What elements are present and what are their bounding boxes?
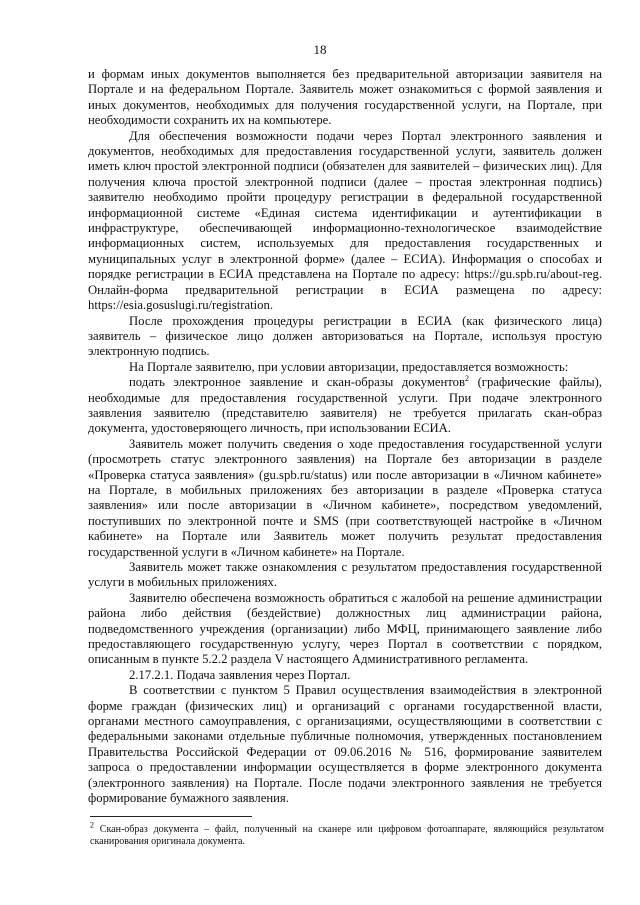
paragraph-3: После прохождения процедуры регистрации в ЕСИА (как физического лица) заявитель – физическое лицо должен авторизоваться на Портале, используя простую электронную подпись. xyxy=(88,313,602,359)
paragraph-5-end: (графические файлы), необходимые для предоставления государственной услуги. При подаче электронного заявления заявителю (представителю заявителя) не требуется прилагать скан-образ документа, удостоверяющего личность, при использовании ЕСИА. xyxy=(88,375,602,436)
section-heading: 2.17.2.1. Подача заявления через Портал. xyxy=(129,667,351,682)
footnote-separator xyxy=(90,816,252,817)
paragraph-10: В соответствии с пунктом 5 Правил осуществления взаимодействия в электронной форме граждан (физических лиц) и организаций с органами государственной власти, органами местного самоуправления, с организациями, осуществляющими в соответствии с федеральными законами отдельные публичные полномочия, утвержденных постановлением Правительства Российской Федерации от 09.06.2016 № 516, формирование заявителем запроса о предоставлении информации осуществляется в форме электронного документа (электронного заявления) на Портале. После подачи электронного заявления не требуется формирование бумажного заявления. xyxy=(88,683,602,806)
paragraph-4: На Портале заявителю, при условии авторизации, предоставляется возможность: xyxy=(129,359,569,374)
paragraph-8: Заявителю обеспечена возможность обратиться с жалобой на решение администрации района либо действия (бездействие) должностных лиц администрации района, подведомственного учреждения (организации) либо МФЦ, принимающего заявление либо предоставляющего государственную услугу, через Портал в соответствии с порядком, описанным в пункте 5.2.2 раздела V настоящего Административного регламента. xyxy=(88,590,602,667)
paragraph-6: Заявитель может получить сведения о ходе предоставления государственной услуги (просмотреть статус электронного заявления) на Портале без авторизации в разделе «Проверка статуса заявления» (gu.spb.ru/status) или после авторизации в «Личном кабинете» на Портале, в мобильных приложениях без авторизации в разделе «Проверка статуса заявления» или после авторизации в «Личном кабинете», посредством уведомлений, поступивших по электронной почте и SMS (при соответствующей настройке в «Личном кабинете» на Портале или Заявитель может получить результат предоставления государственной услуги в «Личном кабинете» на Портале. xyxy=(88,436,602,559)
document-body xyxy=(88,67,602,807)
paragraph-1: и формам иных документов выполняется без предварительной авторизации заявителя на Портале и на федеральном Портале. Заявитель может ознакомиться с формой заявления и иных документов, необходимых для получения государственной услуги, на Портале, при необходимости сохранить их на компьютере. xyxy=(88,67,602,128)
paragraph-7: Заявитель может также ознакомления с результатом предоставления государственной услуги в мобильных приложениях. xyxy=(88,560,602,590)
paragraph-5-start: подать электронное заявление и скан-образы документов xyxy=(129,375,465,390)
footnote xyxy=(90,820,605,849)
paragraph-2: Для обеспечения возможности подачи через Портал электронного заявления и документов, необходимых для предоставления государственной услуги, заявитель должен иметь ключ простой электронной подписи (обязателен для заявителей – физических лиц). Для получения ключа простой электронной подписи (далее – простая электронная подпись) заявителю необходимо пройти процедуру регистрации в федеральной государственной информационной системе «Единая система идентификации и аутентификации в инфраструктуре, обеспечивающей информационно-технологическое взаимодействие информационных систем, используемых для предоставления государственных и муниципальных услуг в электронной форме» (далее – ЕСИА). Информация о способах и порядке регистрации в ЕСИА представлена на Портале по адресу: https://gu.spb.ru/about-reg. Онлайн-форма предварительной регистрации в ЕСИА размещена по адресу: https://esia.gosuslugi.ru/registration. xyxy=(88,128,602,313)
page-number: 18 xyxy=(313,42,327,57)
paragraph-5 xyxy=(88,375,602,437)
footnote-mark: 2 xyxy=(90,820,94,830)
footnote-reference: 2 xyxy=(464,373,469,383)
footnote-text: Скан-образ документа – файл, полученный на сканере или цифровом фотоаппарате, являющийся результатом сканирования оригинала документа. xyxy=(90,824,605,848)
